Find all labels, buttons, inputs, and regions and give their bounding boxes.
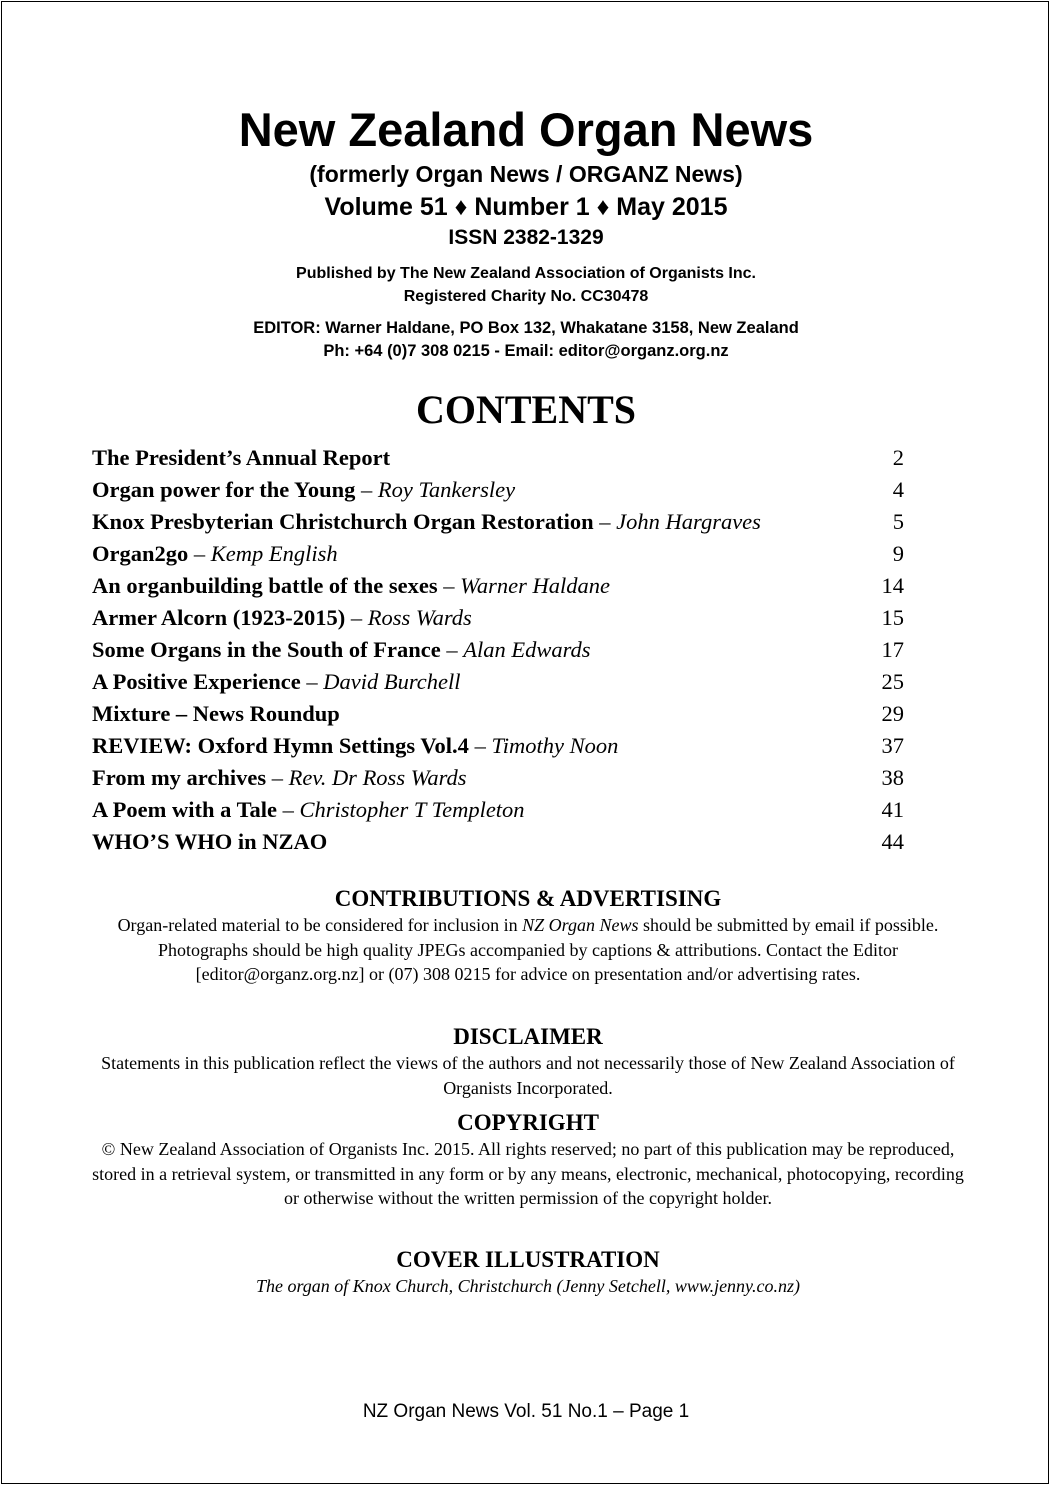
toc-entry-page: 29 (881, 701, 904, 726)
toc-entry (92, 698, 904, 730)
editor-contact: Ph: +64 (0)7 308 0215 - Email: editor@organz.org.nz (323, 342, 729, 360)
toc-entry (92, 538, 904, 570)
toc-entry-separator: – (437, 573, 461, 598)
toc-entry-separator: – (266, 765, 289, 790)
charity-number: Registered Charity No. CC30478 (403, 288, 649, 305)
toc-entry (92, 602, 904, 634)
issn: ISSN 2382-1329 (448, 226, 604, 249)
toc-entry-separator: – (277, 797, 300, 822)
disclaimer-heading: DISCLAIMER (453, 1024, 603, 1049)
copyright-heading: COPYRIGHT (457, 1110, 599, 1135)
toc-entry (92, 826, 904, 858)
toc-entry-separator: – (345, 605, 368, 630)
cover-section (92, 1246, 964, 1299)
toc-entry (92, 666, 904, 698)
toc-entry-author: John Hargraves (616, 509, 761, 534)
contributions-section (92, 885, 964, 987)
toc-entry (92, 634, 904, 666)
toc-entry-title: REVIEW: Oxford Hymn Settings Vol.4 (92, 733, 469, 758)
toc-entry-author: Timothy Noon (491, 733, 619, 758)
toc-entry-separator: – (188, 541, 211, 566)
toc-entry-page: 15 (881, 605, 904, 630)
toc-entry-page: 5 (892, 509, 904, 534)
publisher-block (2, 262, 1050, 308)
toc-entry (92, 570, 904, 602)
publisher-name: Published by The New Zealand Association of Organists Inc. (296, 265, 756, 282)
toc-entry-separator: – (355, 477, 378, 502)
toc-entry (92, 730, 904, 762)
toc-entry-page: 25 (881, 669, 904, 694)
toc-entry-author: Ross Wards (367, 605, 472, 630)
toc-entry-author: Alan Edwards (463, 637, 591, 662)
toc-entry-page: 38 (881, 765, 904, 790)
toc-entry-page: 44 (881, 829, 904, 854)
page-footer: NZ Organ News Vol. 51 No.1 – Page 1 (362, 1401, 690, 1422)
toc-entry-title: Knox Presbyterian Christchurch Organ Restoration (92, 509, 594, 534)
toc-entry-page: 17 (881, 637, 904, 662)
toc-entry-title: WHO’S WHO in NZAO (92, 829, 328, 854)
publication-name: NZ Organ News (522, 915, 639, 935)
toc-entry (92, 474, 904, 506)
copyright-text: © New Zealand Association of Organists Inc. 2015. All rights reserved; no part of this publication may be reproduced, stored in a retrieval system, or transmitted in any form or by any means, electronic, mechanical, photocopying, recording or otherwise without the written permission of the copyright holder. (92, 1139, 964, 1208)
masthead-title: New Zealand Organ News (238, 103, 814, 156)
toc-entry-title: An organbuilding battle of the sexes (92, 573, 438, 598)
toc-entry-title: Organ power for the Young (92, 477, 356, 502)
contributions-heading: CONTRIBUTIONS & ADVERTISING (334, 886, 722, 911)
toc-entry-title: The President’s Annual Report (92, 445, 391, 470)
toc-entry (92, 442, 904, 474)
toc-entry-title: A Poem with a Tale (92, 797, 278, 822)
former-names: (formerly Organ News / ORGANZ News) (309, 161, 743, 187)
toc-entry-page: 9 (892, 541, 904, 566)
toc-entry-separator: – (593, 509, 617, 534)
copyright-section (92, 1109, 964, 1211)
editor-address: EDITOR: Warner Haldane, PO Box 132, Whakatane 3158, New Zealand (253, 319, 799, 337)
toc-entry-author: David Burchell (323, 669, 461, 694)
toc-entry-page: 37 (881, 733, 904, 758)
toc-entry-title: A Positive Experience (92, 669, 301, 694)
toc-entry (92, 794, 904, 826)
contents-heading: CONTENTS (415, 387, 637, 432)
toc-entry-page: 41 (881, 797, 904, 822)
cover-heading: COVER ILLUSTRATION (396, 1247, 660, 1272)
toc-entry-separator: – (300, 669, 324, 694)
editor-block (2, 317, 1050, 363)
toc-entry-author: Christopher T Templeton (299, 797, 525, 822)
toc-entry-separator: – (468, 733, 492, 758)
toc-entry-author: Warner Haldane (460, 573, 610, 598)
toc-entry-title: From my archives (92, 765, 267, 790)
toc-entry-title: Some Organs in the South of France (92, 637, 441, 662)
disclaimer-section (92, 1023, 964, 1100)
toc-entry (92, 762, 904, 794)
disclaimer-text: Statements in this publication reflect the views of the authors and not necessarily those of New Zealand Association of Organists Incorporated. (101, 1053, 955, 1098)
toc-entry-separator: – (440, 637, 464, 662)
document-page (1, 1, 1049, 1484)
table-of-contents (92, 442, 904, 858)
toc-entry-author: Kemp English (210, 541, 338, 566)
toc-entry-page: 2 (892, 445, 904, 470)
cover-text: The organ of Knox Church, Christchurch (Jenny Setchell, www.jenny.co.nz) (255, 1276, 801, 1296)
toc-entry-author: Roy Tankersley (377, 477, 516, 502)
toc-entry-title: Mixture – News Roundup (92, 701, 340, 726)
toc-entry-page: 4 (892, 477, 904, 502)
toc-entry (92, 506, 904, 538)
issue-info: Volume 51 ♦ Number 1 ♦ May 2015 (324, 193, 728, 221)
contributions-text: Organ-related material to be considered for inclusion in NZ Organ News should be submitted by email if possible. Photographs should be high quality JPEGs accompanied by captions & attributions. Contact the Editor [editor@organz.org.nz] or (07) 308 0215 for advice on presentation and/or advertising rates. (117, 915, 939, 984)
toc-entry-title: Armer Alcorn (1923-2015) (92, 605, 346, 630)
toc-entry-author: Rev. Dr Ross Wards (288, 765, 467, 790)
toc-entry-page: 14 (881, 573, 904, 598)
toc-entry-title: Organ2go (92, 541, 189, 566)
